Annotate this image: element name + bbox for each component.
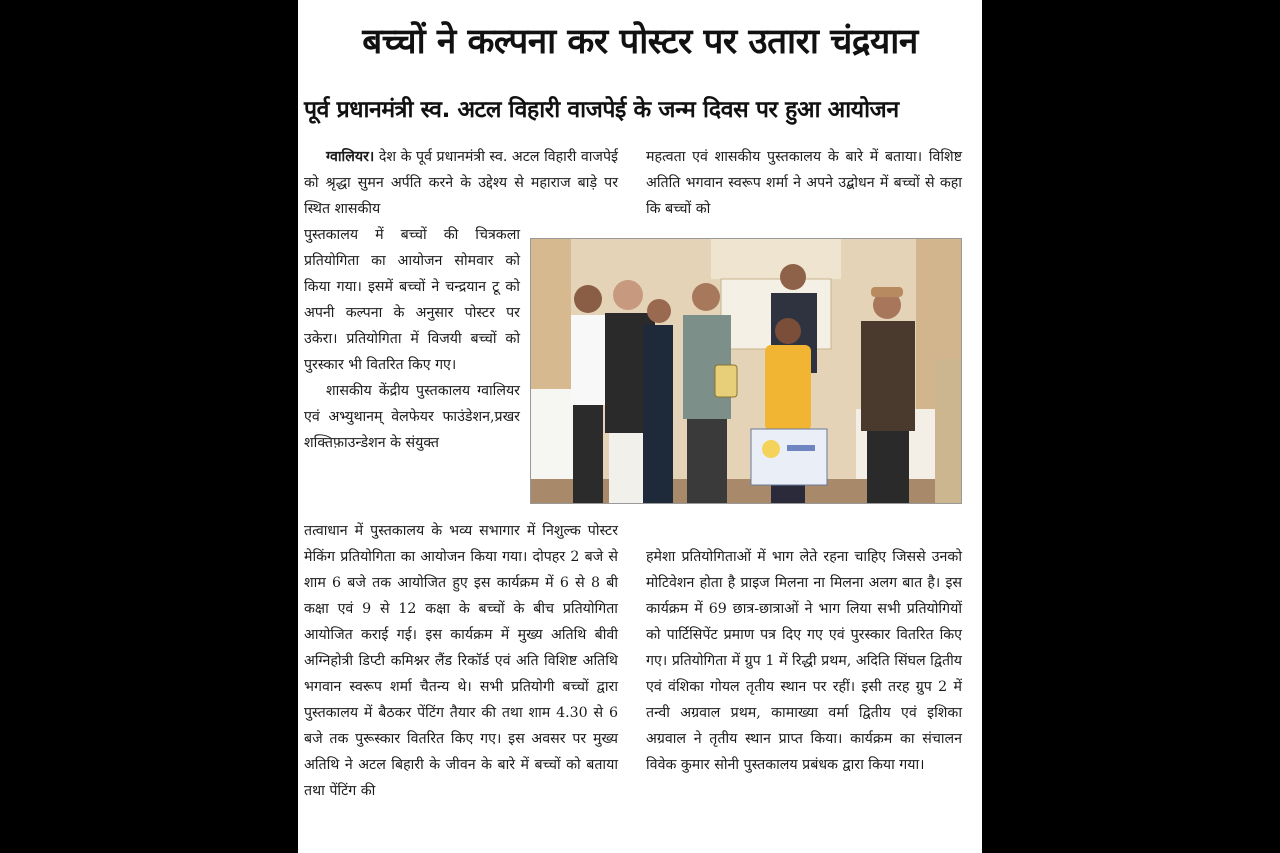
paragraph-guest-speech: महत्वता एवं शासकीय पुस्तकालय के बारे में बताया। विशिष्ट अतिति भगवान स्वरूप शर्मा ने अपने उद्बोधन में बच्चों से कहा कि बच्चों को xyxy=(646,149,962,217)
left-column-bottom xyxy=(304,518,618,804)
left-column-top xyxy=(304,144,618,222)
paragraph-results: हमेशा प्रतियोगिताओं में भाग लेते रहना चाहिए जिससे उनको मोटिवेशन होता है प्राइज मिलना ना मिलना अलग बात है। इस कार्यक्रम में 69 छात्र-छात्राओं ने भाग लिया सभी प्रतियोगियों को पार्टिसिपेंट प्रमाण पत्र दिए गए एवं पुरस्कार वितरित किए गए। प्रतियोगिता में ग्रुप 1 में रिद्धी प्रथम, अदिति सिंघल द्वितीय एवं वंशिका गोयल तृतीय स्थान पर रहीं। इसी तरह ग्रुप 2 में तन्वी अग्रवाल प्रथम, कामाख्या वर्मा द्वितीय एवं इशिका अग्रवाल ने तृतीय स्थान प्राप्त किया। कार्यक्रम का संचालन विवेक कुमार सोनी पुस्तकालय प्रबंधक द्वारा किया गया। xyxy=(646,549,962,773)
paragraph-intro-continued: पुस्तकालय में बच्चों की चित्रकला प्रतियोगिता का आयोजन सोमवार को किया गया। इसमें बच्चों ने चन्द्रयान टू को अपनी कल्पना के अनुसार पोस्टर पर उकेरा। प्रतियोगिता में विजयी बच्चों को पुरस्कार भी वितरित किए गए। xyxy=(304,227,520,373)
paragraph-organizers: शासकीय केंद्रीय पुस्तकालय ग्वालियर एवं अभ्युथानम् वेलफेयर फाउंडेशन,प्रखर शक्तिफ़ाउन्डेशन के संयुक्त xyxy=(304,383,520,451)
event-photo xyxy=(530,238,962,504)
dateline: ग्वालियर। xyxy=(326,149,375,165)
subheadline: पूर्व प्रधानमंत्री स्व. अटल विहारी वाजपेई के जन्म दिवस पर हुआ आयोजन xyxy=(304,97,899,123)
headline: बच्चों ने कल्पना कर पोस्टर पर उतारा चंद्रयान xyxy=(362,22,918,62)
right-column-bottom xyxy=(646,544,962,778)
newspaper-clipping xyxy=(298,0,982,853)
paragraph-intro: देश के पूर्व प्रधानमंत्री स्व. अटल विहारी वाजपेई को श्रृद्धा सुमन अर्पति करने के उद्देश्य से महाराज बाड़े पर स्थित शासकीय xyxy=(304,149,618,217)
paragraph-event-details: तत्वाधान में पुस्तकालय के भव्य सभागार में निशुल्क पोस्टर मेकिंग प्रतियोगिता का आयोजन किया गया। दोपहर 2 बजे से शाम 6 बजे तक आयोजित हुए इस कार्यक्रम में 6 से 8 बी कक्षा एवं 9 से 12 कक्षा के बच्चों के बीच प्रतियोगिता आयोजित कराई गई। इस कार्यक्रम में मुख्य अतिथि बीवी अग्निहोत्री डिप्टी कमिश्नर लैंड रिकॉर्ड एवं अति विशिष्ट अतिथि भगवान स्वरूप शर्मा चैतन्य थे। सभी प्रतियोगी बच्चों द्वारा पुस्तकालय में बैठकर पेंटिंग तैयार की तथा शाम 4.30 से 6 बजे तक पुरूस्कार वितरित किए गए। इस अवसर पर मुख्य अतिथि ने अटल बिहारी के जीवन के बारे में बच्चों को बताया तथा पेंटिंग की xyxy=(304,523,618,799)
left-column-narrow xyxy=(304,222,520,456)
right-column-top xyxy=(646,144,962,222)
